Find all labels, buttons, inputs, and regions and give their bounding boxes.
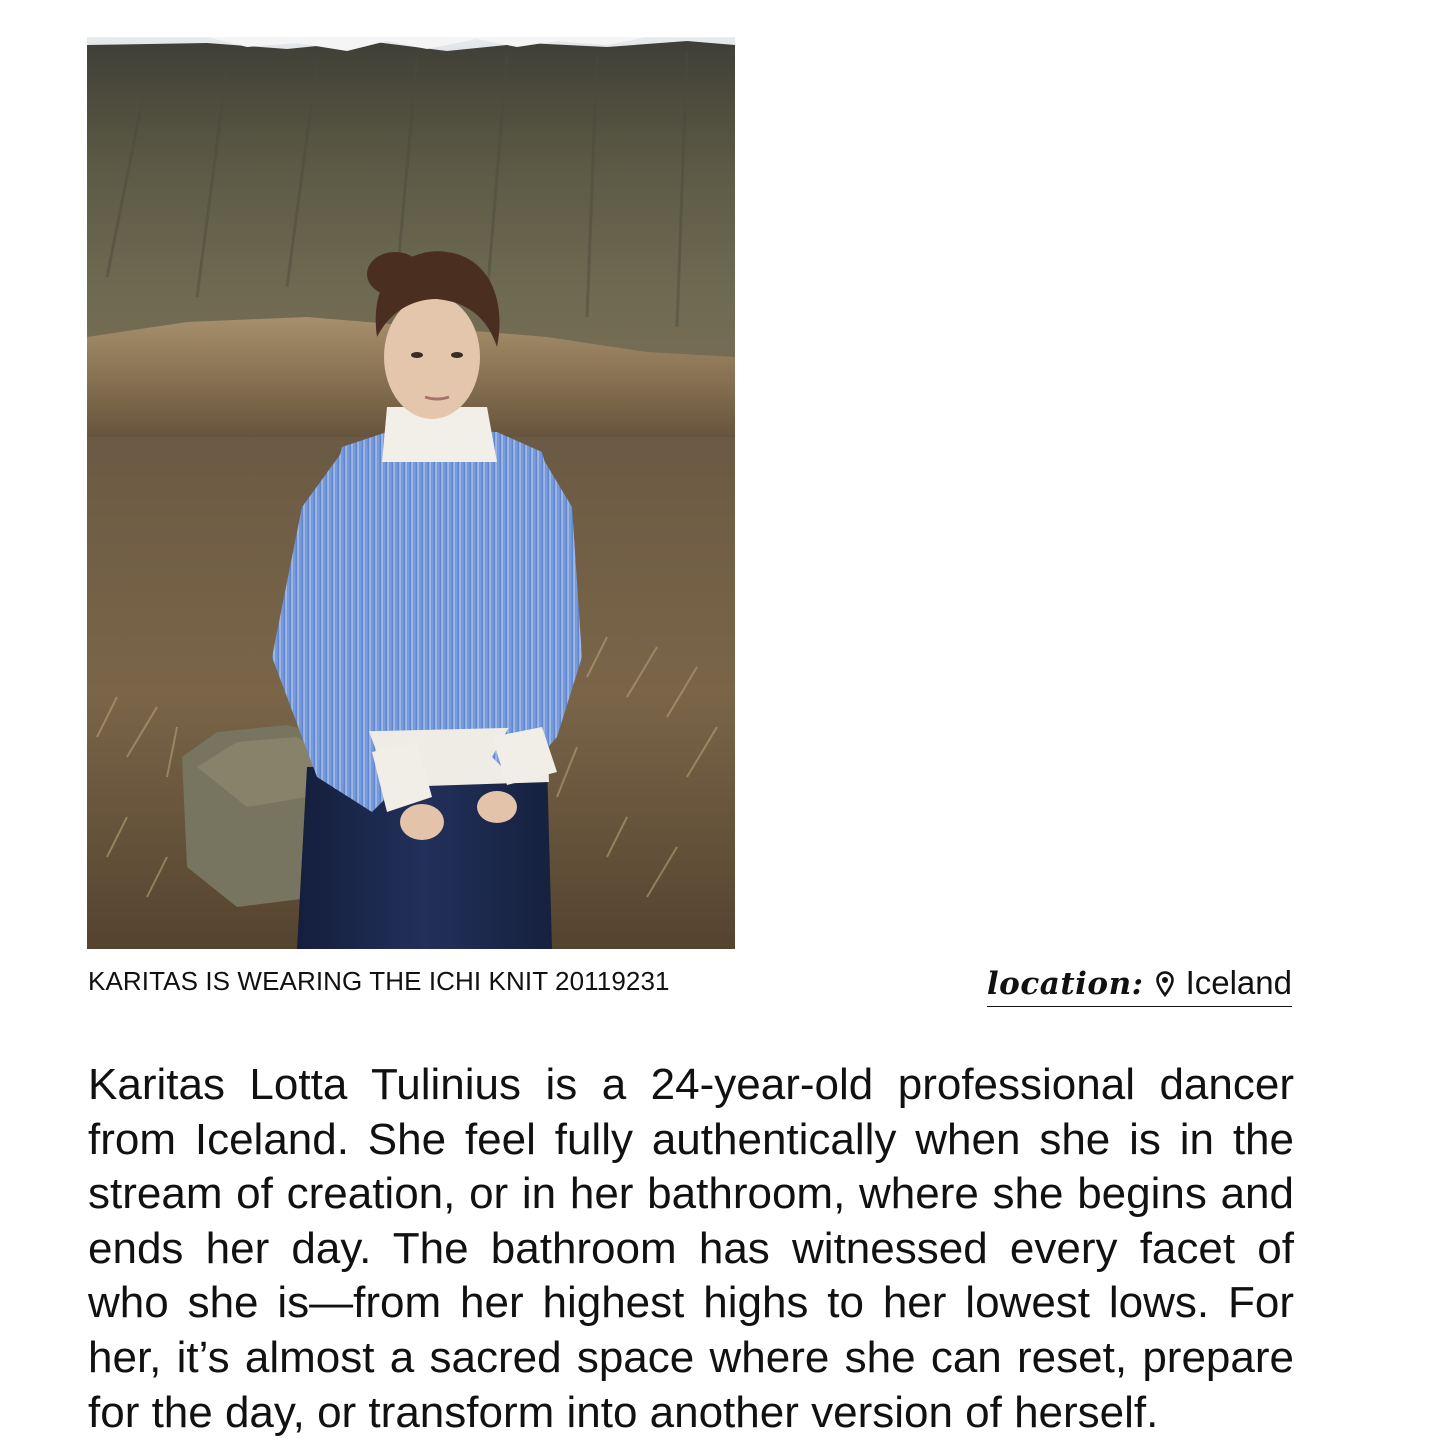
location-link[interactable]: [987, 964, 1292, 1007]
map-pin-icon: [1156, 971, 1174, 997]
photo-caption: KARITAS IS WEARING THE ICHI KNIT 20119231: [88, 966, 670, 996]
location-label: location:: [986, 966, 1144, 1002]
article-photo: [87, 37, 735, 949]
location-value: Iceland: [1185, 964, 1292, 1001]
article-paragraph: Karitas Lotta Tulinius is a 24-year-old professional dancer from Iceland. She feel fully authentically when she is in the stream of creation, or in her bathroom, where she begins and ends her day. The bathroom has witnessed every facet of who she is—from her highest highs to her lowest lows. For her, it’s almost a sacred space where she can reset, prepare for the day, or transform into another version of herself.: [88, 1060, 1294, 1437]
